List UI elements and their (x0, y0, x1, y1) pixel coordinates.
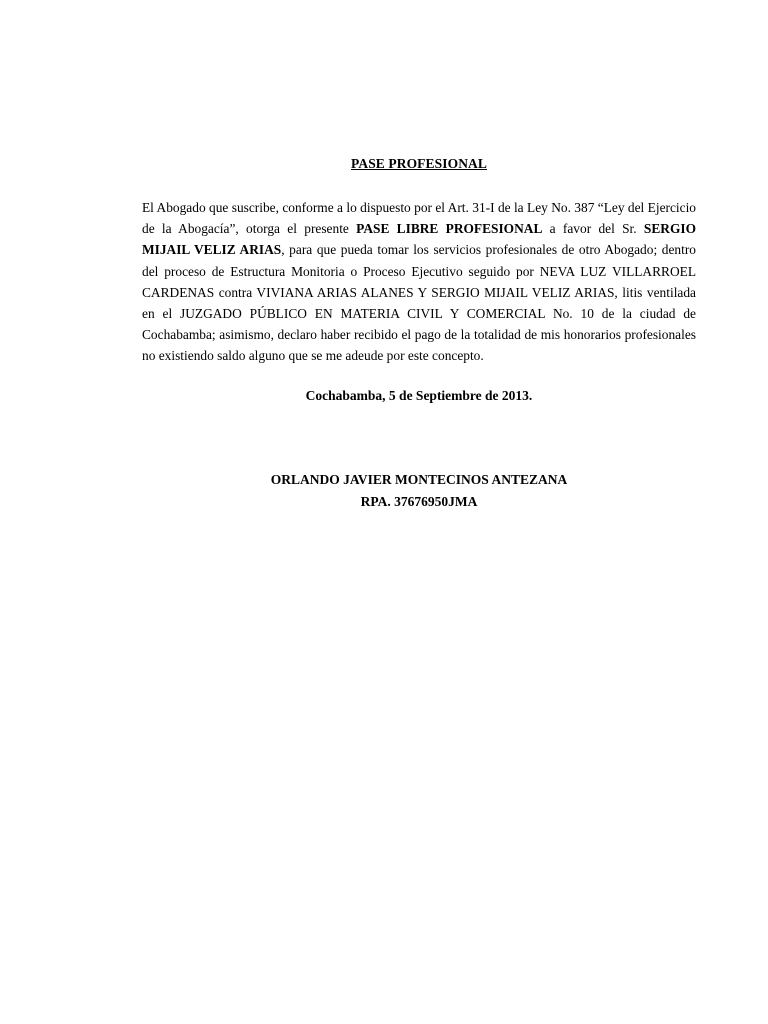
body-paragraph (142, 197, 696, 367)
date-line: Cochabamba, 5 de Septiembre de 2013. (305, 388, 533, 403)
signatory-rpa: RPA. 37676950JMA (360, 494, 478, 509)
signatory-name: ORLANDO JAVIER MONTECINOS ANTEZANA (270, 472, 568, 487)
body-bold-pase-libre: PASE LIBRE PROFESIONAL (356, 221, 543, 237)
body-text-part-1: El Abogado que suscribe, conforme a lo dispuesto por el Art. 31-I de la Ley No. 387 “Ley del Ejercicio de la Abogacía”, otorga el presente (142, 200, 696, 237)
body-text-part-2: a favor del Sr. (542, 221, 644, 237)
document-title: PASE PROFESIONAL (351, 156, 487, 171)
body-text-part-3: , para que pueda tomar los servicios profesionales de otro Abogado; dentro del proceso de Estructura Monitoria o Proceso Ejecutivo seguido por NEVA LUZ VILLARROEL CARDENAS contra VIVIANA ARIAS ALANES Y SERGIO MIJAIL VELIZ ARIAS, litis ventilada en el JUZGADO PÚBLICO EN MATERIA CIVIL Y COMERCIAL No. 10 de la ciudad de Cochabamba; asimismo, declaro haber recibido el pago de la totalidad de mis honorarios profesionales no existiendo saldo alguno que se me adeude por este concepto. (142, 242, 696, 364)
body-bold-client-name: SERGIO MIJAIL VELIZ ARIAS (142, 221, 696, 258)
